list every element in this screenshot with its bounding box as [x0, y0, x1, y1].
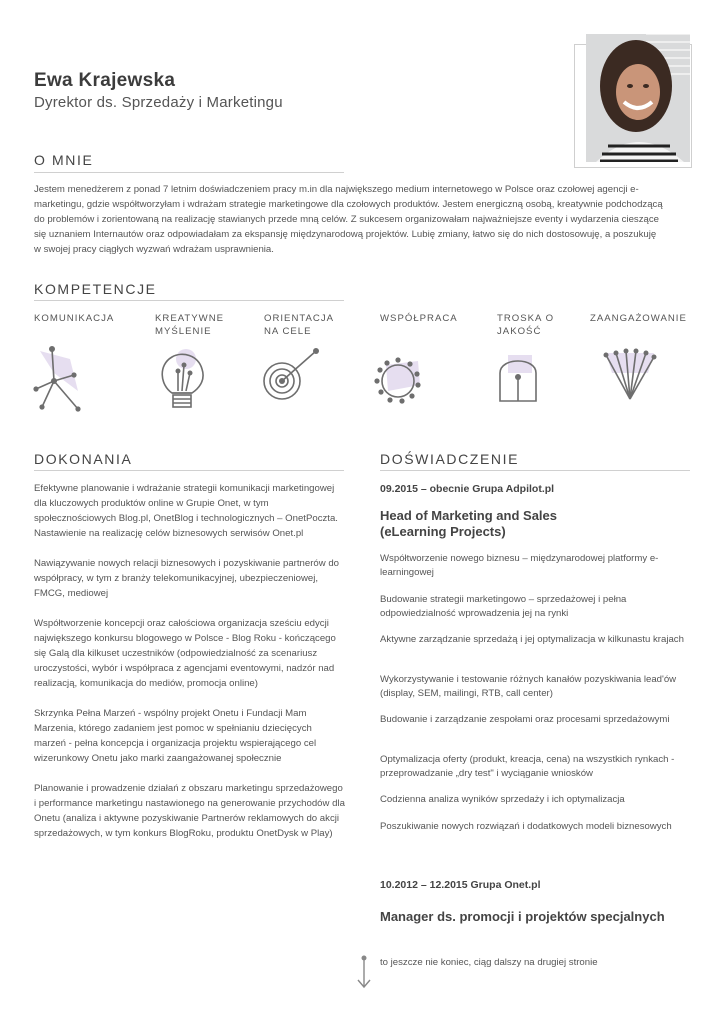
- competence-label-goals: ORIENTACJA NA CELE: [264, 313, 334, 337]
- arrow-down-icon: [355, 955, 373, 991]
- competence-label-communication: KOMUNIKACJA: [34, 313, 115, 324]
- collaboration-icon: [372, 343, 432, 415]
- target-icon: [260, 343, 320, 415]
- job1-bullet: Aktywne zarządzanie sprzedażą i jej optymalizacja w kilkunastu krajach: [380, 634, 684, 645]
- achievements-list: [34, 481, 346, 856]
- competences-title: KOMPETENCJE: [34, 281, 157, 297]
- lightbulb-icon: [152, 343, 212, 415]
- quality-arch-icon: [492, 343, 552, 415]
- job2-title: Manager ds. promocji i projektów specjalnych: [380, 909, 665, 924]
- job1-bullet: Codzienna analiza wyników sprzedaży i ich optymalizacja: [380, 794, 625, 805]
- job1-title-line2: (eLearning Projects): [380, 524, 506, 539]
- network-icon: [30, 343, 90, 415]
- competence-label-engagement: ZAANGAŻOWANIE: [590, 313, 687, 324]
- job1-title-line1: Head of Marketing and Sales: [380, 508, 557, 523]
- continuation-note: to jeszcze nie koniec, ciąg dalszy na drugiej stronie: [380, 957, 598, 968]
- about-text: Jestem menedżerem z ponad 7 letnim doświadczeniem pracy m.in dla największego medium internetowego w Polsce oraz czołowej agencji e-marketingu, gdzie współtworzyłam i wdrażam strategie marketingowe dla czołowych produktów. Jestem energiczną osobą, kreatywnie podchodzącą do problemów i zorientowaną na realizację stawianych przede mną celów. Z sukcesem organizowałam najważniejsze eventy i wydarzenia cieszące się uznaniem Internautów oraz odpowiadałam za ekspansję międzynarodową projektów. Lubię zmiany, łatwo się do nich dostosowuję, a poszukuję w swojej pracy ciągłych wyzwań wdrażam usprawnienia.: [34, 184, 663, 255]
- competence-label-cooperation: WSPÓŁPRACA: [380, 313, 458, 324]
- job2-date: 10.2012 – 12.2015 Grupa Onet.pl: [380, 879, 541, 891]
- achievement-item: Efektywne planowanie i wdrażanie strategii komunikacji marketingowej dla kluczowych produktów online w Grupie Onet, w tym społecznościowych Blog.pl, OnetBlog i technologicznych – OnetPoczta. Nastawienie na realizację celów biznesowych serwisów Onet.pl: [34, 483, 338, 539]
- experience-title: DOŚWIADCZENIE: [380, 451, 520, 467]
- person-name: Ewa Krajewska: [34, 70, 176, 91]
- achievement-item: Skrzynka Pełna Marzeń - wspólny projekt Onetu i Fundacji Mam Marzenia, którego zadaniem jest pomoc w spełnianiu dziecięcych marzeń - pełna koncepcja i organizacja projektu wspierającego cel wizerunkowy Onetu jako marki zaangażowanej społecznie: [34, 708, 317, 764]
- competences-divider: [34, 300, 344, 301]
- job-role: Dyrektor ds. Sprzedaży i Marketingu: [34, 94, 283, 111]
- competence-label-creativity: KREATYWNE MYŚLENIE: [155, 313, 225, 337]
- profile-photo: [586, 34, 690, 162]
- job1-bullet: Poszukiwanie nowych rozwiązań i dodatkowych modeli biznesowych: [380, 821, 672, 832]
- job1-bullet: Budowanie i zarządzanie zespołami oraz procesami sprzedażowymi: [380, 714, 670, 725]
- engagement-fan-icon: [600, 343, 660, 415]
- achievements-divider: [34, 470, 344, 471]
- job1-bullet: Budowanie strategii marketingowo – sprzedażowej i pełna odpowiedzialność wprowadzenia jej na rynki: [380, 594, 627, 619]
- experience-divider: [380, 470, 690, 471]
- achievement-item: Nawiązywanie nowych relacji biznesowych i pozyskiwanie partnerów do współpracy, w tym z branży telekomunikacyjnej, ubezpieczeniowej, FMCG, mediowej: [34, 558, 340, 599]
- job1-bullet: Współtworzenie nowego biznesu – międzynarodowej platformy e-learningowej: [380, 553, 659, 578]
- job1-bullet: Wykorzystywanie i testowanie różnych kanałów pozyskiwania lead'ów (display, SEM, mailingi, RTB, call center): [380, 674, 677, 699]
- achievement-item: Planowanie i prowadzenie działań z obszaru marketingu sprzedażowego i performance marketingu nastawionego na generowanie przychodów dla Onetu (analiza i aktywne pozyskiwanie Partnerów reklamowych do akcji sprzedażowych, w tym konkurs BlogRoku, produktu OnetDysk w Play): [34, 783, 345, 839]
- about-divider: [34, 172, 344, 173]
- about-title: O MNIE: [34, 152, 94, 168]
- job1-bullet: Optymalizacja oferty (produkt, kreacja, cena) na wszystkich rynkach - przeprowadzanie „dry test" i wyciąganie wniosków: [380, 754, 675, 779]
- achievement-item: Współtworzenie koncepcji oraz całościowa organizacja sześciu edycji największego konkursu blogowego w Polsce - Blog Roku - kończącego się Galą dla kilkuset uczestników (odpowiedzialność za scenariusz uroczystości, wybór i współpraca z agencjami eventowymi, nadzór nad realizacją, komunikacja do mediów, promocja online): [34, 618, 336, 689]
- competence-label-quality: TROSKA O JAKOŚĆ: [497, 313, 555, 337]
- achievements-title: DOKONANIA: [34, 451, 133, 467]
- job1-date: 09.2015 – obecnie Grupa Adpilot.pl: [380, 483, 555, 495]
